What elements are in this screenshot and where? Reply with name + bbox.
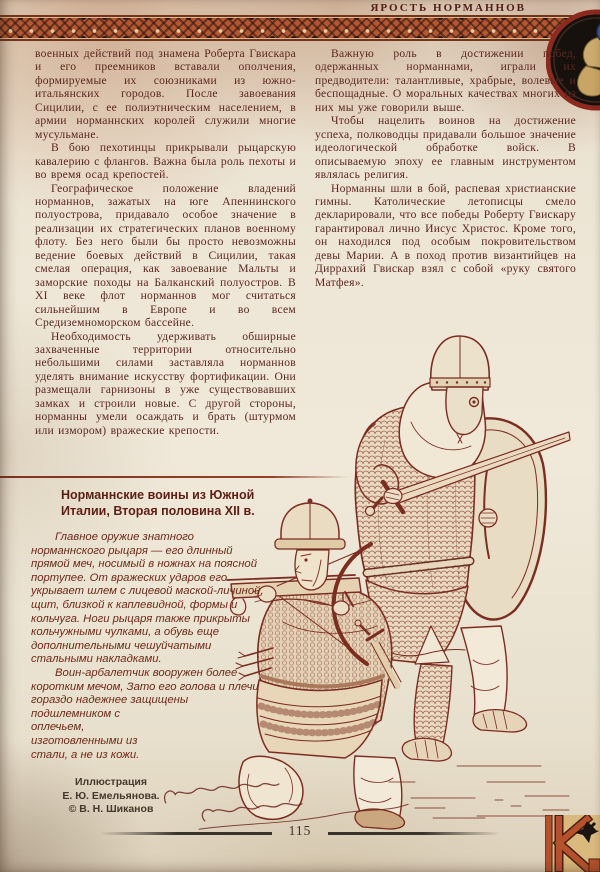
caption-paragraph: Воин-арбалетчик вооружен более коротким мечом, Зато его голова и плечи гораздо надежнее защищены подшлемником с оплечьем, изготовленными из стали, а не из кожи. xyxy=(31,666,259,761)
paragraph: В бою пехотинцы прикрывали рыцарскую кавалерию с флангов. Важна была роль пехоты и во время осад крепостей. xyxy=(35,141,296,182)
paragraph: Важную роль в достижении побед, одержанных норманнами, играли их предводители: талантливые, храбрые, волевые и беспощадные. О моральных качествах многих из них мы уже говорили выше. xyxy=(315,47,576,114)
page-number: 115 xyxy=(288,823,312,838)
illustration-credits xyxy=(40,776,182,817)
section-divider-rule xyxy=(0,476,349,478)
folio-area xyxy=(0,823,600,843)
credit-line: Е. Ю. Емельянова. xyxy=(62,789,160,802)
credit-line: © В. Н. Шиканов xyxy=(68,803,154,815)
folio-rule-right xyxy=(328,832,500,835)
folio-rule-left xyxy=(100,832,272,835)
text-column-right xyxy=(315,47,576,289)
ornament-corner-tile-icon xyxy=(545,815,600,872)
paragraph: Географическое положение владений норманнов, зажатых на юге Апеннинского полуострова, придавало особое значение в реализации их стратегических планов военному флоту. Без него были бы просто невозможны ведение боевых действий в Сицилии, такая смелая операция, как завоевание Мальты и заморские походы на Балканский полуостров. В XI веке флот норманнов мог считаться сильнейшим в Европе и во всем Средиземноморском бассейне. xyxy=(35,181,296,330)
caption-body xyxy=(31,531,264,762)
caption-heading: Норманнские воины из Южной Италии, Вторая половина XII в. xyxy=(61,488,255,518)
running-header: ЯРОСТЬ НОРМАННОВ xyxy=(370,2,526,14)
paragraph: Необходимость удерживать обширные захваченные территории относительно небольшими силами заставляла норманнов уделять внимание искусству фортификации. Они размещали гарнизоны в уже существовавших замках и строили новые. С другой стороны, норманны умели осаждать и брать (штурмом или измором) вражеские крепости. xyxy=(35,329,296,437)
paragraph: Норманны шли в бой, распевая христианские гимны. Католические летописцы смело декларировали, что все победы Роберту Гвискару гарантировал лично Иисус Христос. Кроме того, он находился под особым покровительством девы Марии. А в поход против византийцев на Диррахий Гвискар взял с собой «руку святого Матфея». xyxy=(315,181,576,289)
caption-paragraph: Главное оружие знатного норманнского рыцаря — его длинный прямой меч, носимый в ножнах на поясной портупее. От вражеских ударов его укрывает шлем с лицевой маской-личиной, щит, близкой к каплевидной, формы и кольчуга. Ноги рыцаря также прикрыты кольчужными чулками, а обувь еще дополнительными чешуйчатыми стальными накладками. xyxy=(31,531,264,666)
text-wrap-spacer xyxy=(264,531,265,709)
credit-line: Иллюстрация xyxy=(75,776,147,788)
paragraph: Чтобы нацелить воинов на достижение успеха, полководцы придавали большое значение идеологической обработке войск. В описываемую эпоху ее главным инструментом являлась религия. xyxy=(315,114,576,182)
text-column-left xyxy=(35,47,296,437)
ornament-border-top xyxy=(0,15,600,41)
caption-block xyxy=(31,488,264,805)
paragraph: военных действий под знамена Роберта Гвискара и его преемников вставали ополчения, формируемые их союзниками из южно-итальянских городов. После завоевания Сицилии, с ее полиэтническим населением, в армии норманнских королей служили многие мусульмане. xyxy=(35,47,296,141)
